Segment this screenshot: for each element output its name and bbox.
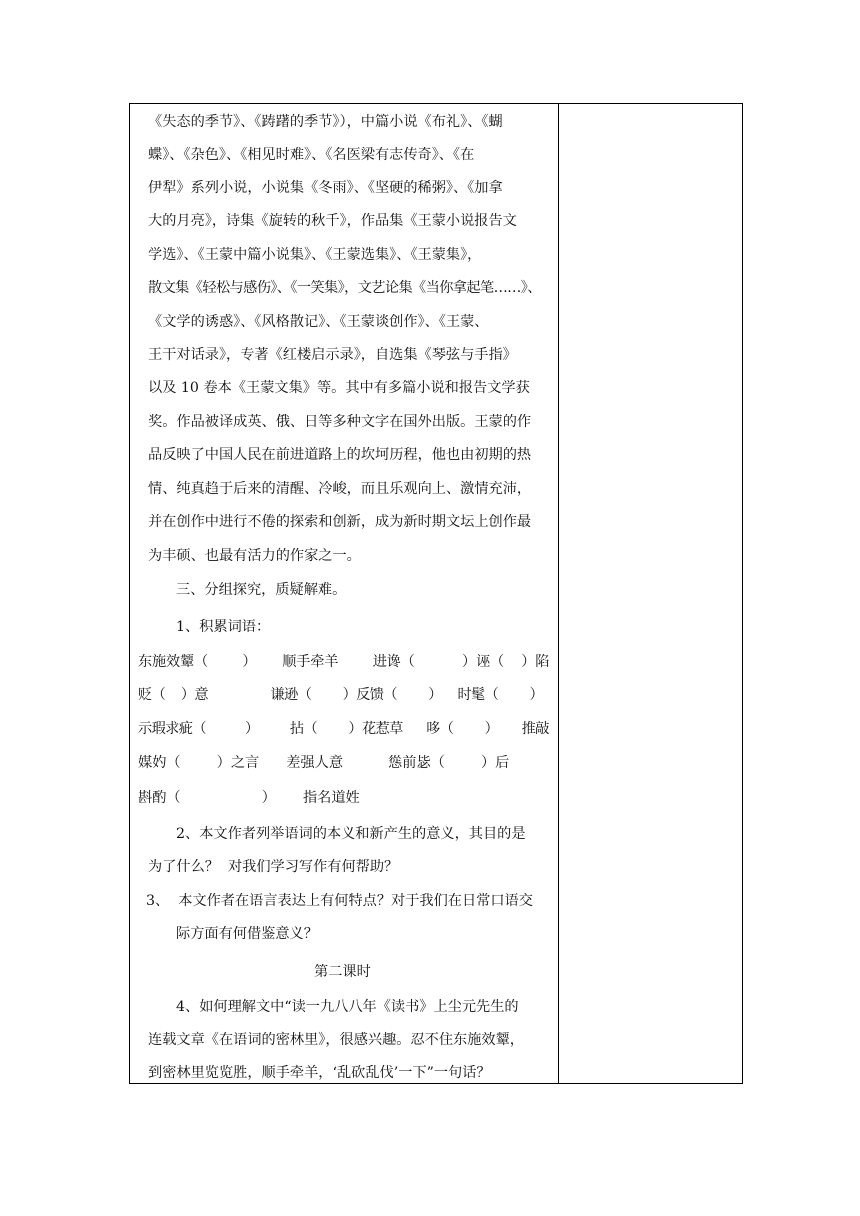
paragraph-line: 并在创作中进行不倦的探索和创新，成为新时期文坛上创作最 [148,514,532,530]
item-heading: 1、积累词语： [176,619,271,635]
paragraph-line: 大的月亮》，诗集《旋转的秋千》，作品集《王蒙小说报告文 [148,213,517,229]
paragraph-line: 为丰硕、也最有活力的作家之一。 [148,548,361,564]
paragraph-line: 品反映了中国人民在前进道路上的坎坷历程，他也由初期的热 [148,447,532,463]
vocab-line: 斟酌（ ） 指名道姓 [138,790,360,806]
paragraph-line: 王干对话录》，专著《红楼启示录》，自选集《琴弦与手指》 [148,347,517,363]
question-line: 到密林里览览胜，顺手牵羊，‘乱砍乱伐’一下”一句话？ [148,1065,491,1081]
question-line: 连载文章《在语词的密林里》，很感兴趣。忍不住东施效颦， [148,1032,524,1048]
paragraph-line: 《文学的诱惑》、《风格散记》、《王蒙谈创作》、《王蒙、 [148,314,489,330]
question-line: 际方面有何借鉴意义？ [176,926,318,942]
lesson-two-title: 第二课时 [314,964,371,980]
vocab-line: 示瑕求疵（ ） 拈（ ）花惹草 哆（ ） 推敲 [138,721,549,737]
question-line: 3、 本文作者在语言表达上有何特点？对于我们在日常口语交 [146,893,533,909]
question-line: 为了什么？ 对我们学习写作有何帮助？ [148,859,399,875]
question-line: 2、本文作者列举语词的本义和新产生的意义，其目的是 [176,826,526,842]
question-line: 4、如何理解文中“读一九八八年《读书》上尘元先生的 [176,999,519,1015]
paragraph-line: 以及 10 卷本《王蒙文集》等。其中有多篇小说和报告文学获 [148,380,530,396]
table-column-divider [558,103,559,1084]
paragraph-line: 蝶》、《杂色》、《相见时难》、《名医梁有志传奇》、《在 [148,147,475,163]
paragraph-line: 散文集《轻松与感伤》、《一笑集》，文艺论集《当你拿起笔……》、 [148,280,541,296]
section-heading: 三、分组探究，质疑解难。 [176,582,347,598]
paragraph-line: 奖。作品被译成英、俄、日等多种文字在国外出版。王蒙的作 [148,414,532,430]
paragraph-line: 情、纯真趋于后来的清醒、冷峻，而且乐观向上、激情充沛， [148,481,532,497]
paragraph-line: 伊犁》系列小说，小说集《冬雨》、《坚硬的稀粥》、《加拿 [148,180,503,196]
vocab-line: 媒妁（ ）之言 差强人意 慫前毖（ ）后 [138,755,510,771]
paragraph-line: 学选》、《王蒙中篇小说集》、《王蒙选集》、《王蒙集》， [148,247,482,263]
vocab-line: 东施效颦（ ） 顺手牵羊 进谗（ ）诬（ ）陷 [138,654,550,670]
vocab-line: 贬（ ）意 谦逊（ ）反馈（ ） 时髦（ ） [138,687,544,703]
paragraph-line: 《失态的季节》、《踌躇的季节》），中篇小说《布礼》、《蝴 [148,114,503,130]
